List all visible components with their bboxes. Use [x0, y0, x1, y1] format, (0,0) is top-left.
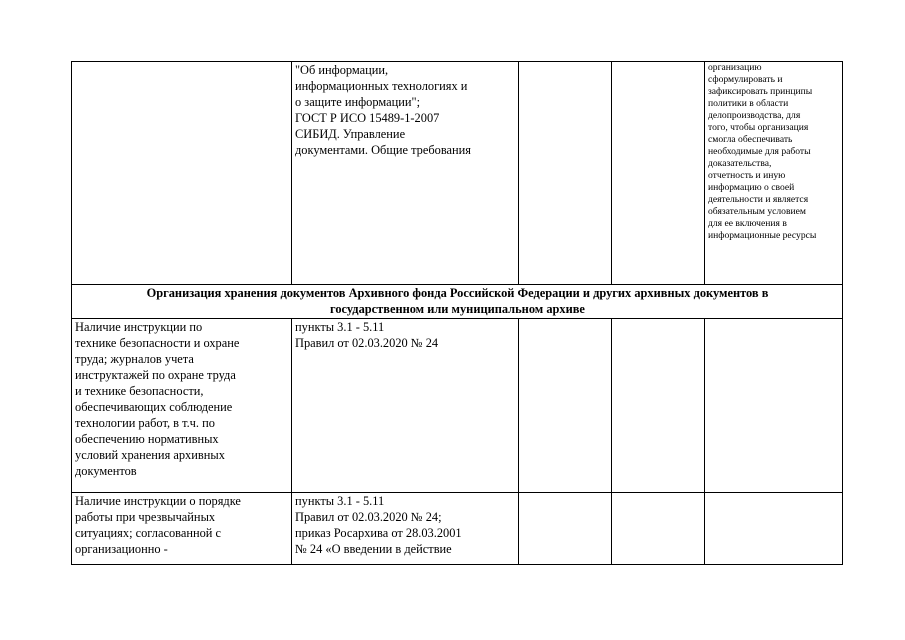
cell-text-line: информационных технологиях и [295, 79, 468, 93]
cell-text-line: пункты 3.1 - 5.11 [295, 494, 385, 508]
table-cell-requirement [72, 62, 292, 285]
cell-text-line: доказательства, [708, 158, 772, 169]
cell-text-line: документов [75, 464, 137, 478]
table-cell-empty [705, 319, 843, 493]
cell-text-line: инструктажей по охране труда [75, 368, 236, 382]
table-cell-empty [705, 493, 843, 565]
cell-text-line: деятельности и является [708, 194, 809, 205]
cell-text-line: "Об информации, [295, 63, 389, 77]
cell-text-line: организационно - [75, 542, 168, 556]
table-row [72, 62, 843, 285]
cell-text-line: организацию [708, 62, 762, 73]
cell-text-line: труда; журналов учета [75, 352, 194, 366]
cell-text-line: технологии работ, в т.ч. по [75, 416, 215, 430]
table-cell-requirement [72, 319, 292, 493]
cell-text-line: технике безопасности и охране [75, 336, 240, 350]
table-cell-legal-basis [292, 319, 519, 493]
table-row [72, 319, 843, 493]
cell-text-line: приказ Росархива от 28.03.2001 [295, 526, 462, 540]
cell-text-line: пункты 3.1 - 5.11 [295, 320, 385, 334]
cell-text-line: и технике безопасности, [75, 384, 204, 398]
table-cell-empty [519, 493, 612, 565]
cell-text-line: Наличие инструкции о порядке [75, 494, 241, 508]
section-heading-line: государственном или муниципальном архиве [330, 302, 585, 316]
cell-text-line: СИБИД. Управление [295, 127, 406, 141]
table-cell-empty [519, 62, 612, 285]
table-cell-empty [612, 62, 705, 285]
section-heading [72, 285, 843, 319]
cell-text-line: Наличие инструкции по [75, 320, 203, 334]
cell-text-line: для ее включения в [708, 218, 787, 229]
section-heading-row [72, 285, 843, 319]
table-cell-empty [612, 493, 705, 565]
cell-text-line: документами. Общие требования [295, 143, 472, 157]
cell-text-line: политики в области [708, 98, 789, 109]
cell-text-line: работы при чрезвычайных [75, 510, 216, 524]
cell-text-line: условий хранения архивных [75, 448, 225, 462]
cell-text-line: смогла обеспечивать [708, 134, 793, 145]
table-cell-empty [612, 319, 705, 493]
cell-text-line: о защите информации"; [295, 95, 421, 109]
table-cell-requirement [72, 493, 292, 565]
table-cell-note [705, 62, 843, 285]
table-cell-legal-basis [292, 62, 519, 285]
table-cell-empty [519, 319, 612, 493]
cell-text-line: отчетность и иную [708, 170, 786, 181]
table-row [72, 493, 843, 565]
cell-text-line: обеспечению нормативных [75, 432, 219, 446]
cell-text-line: информацию о своей [708, 182, 795, 193]
cell-text-line: обеспечивающих соблюдение [75, 400, 233, 414]
table-cell-legal-basis [292, 493, 519, 565]
cell-text-line: информационные ресурсы [708, 230, 817, 241]
cell-text-line: делопроизводства, для [708, 110, 801, 121]
cell-text-line: необходимые для работы [708, 146, 811, 157]
requirements-table [71, 61, 843, 565]
cell-text-line: Правил от 02.03.2020 № 24; [295, 510, 442, 524]
cell-text-line: того, чтобы организация [708, 122, 809, 133]
cell-text-line: ситуациях; согласованной с [75, 526, 222, 540]
cell-text-line: Правил от 02.03.2020 № 24 [295, 336, 439, 350]
cell-text-line: зафиксировать принципы [708, 86, 813, 97]
cell-text-line: обязательным условием [708, 206, 806, 217]
cell-text-line: сформулировать и [708, 74, 783, 85]
section-heading-line: Организация хранения документов Архивного фонда Российской Федерации и других архивных документов в [146, 286, 769, 300]
cell-text-line: № 24 «О введении в действие [295, 542, 452, 556]
cell-text-line: ГОСТ Р ИСО 15489-1-2007 [295, 111, 440, 125]
